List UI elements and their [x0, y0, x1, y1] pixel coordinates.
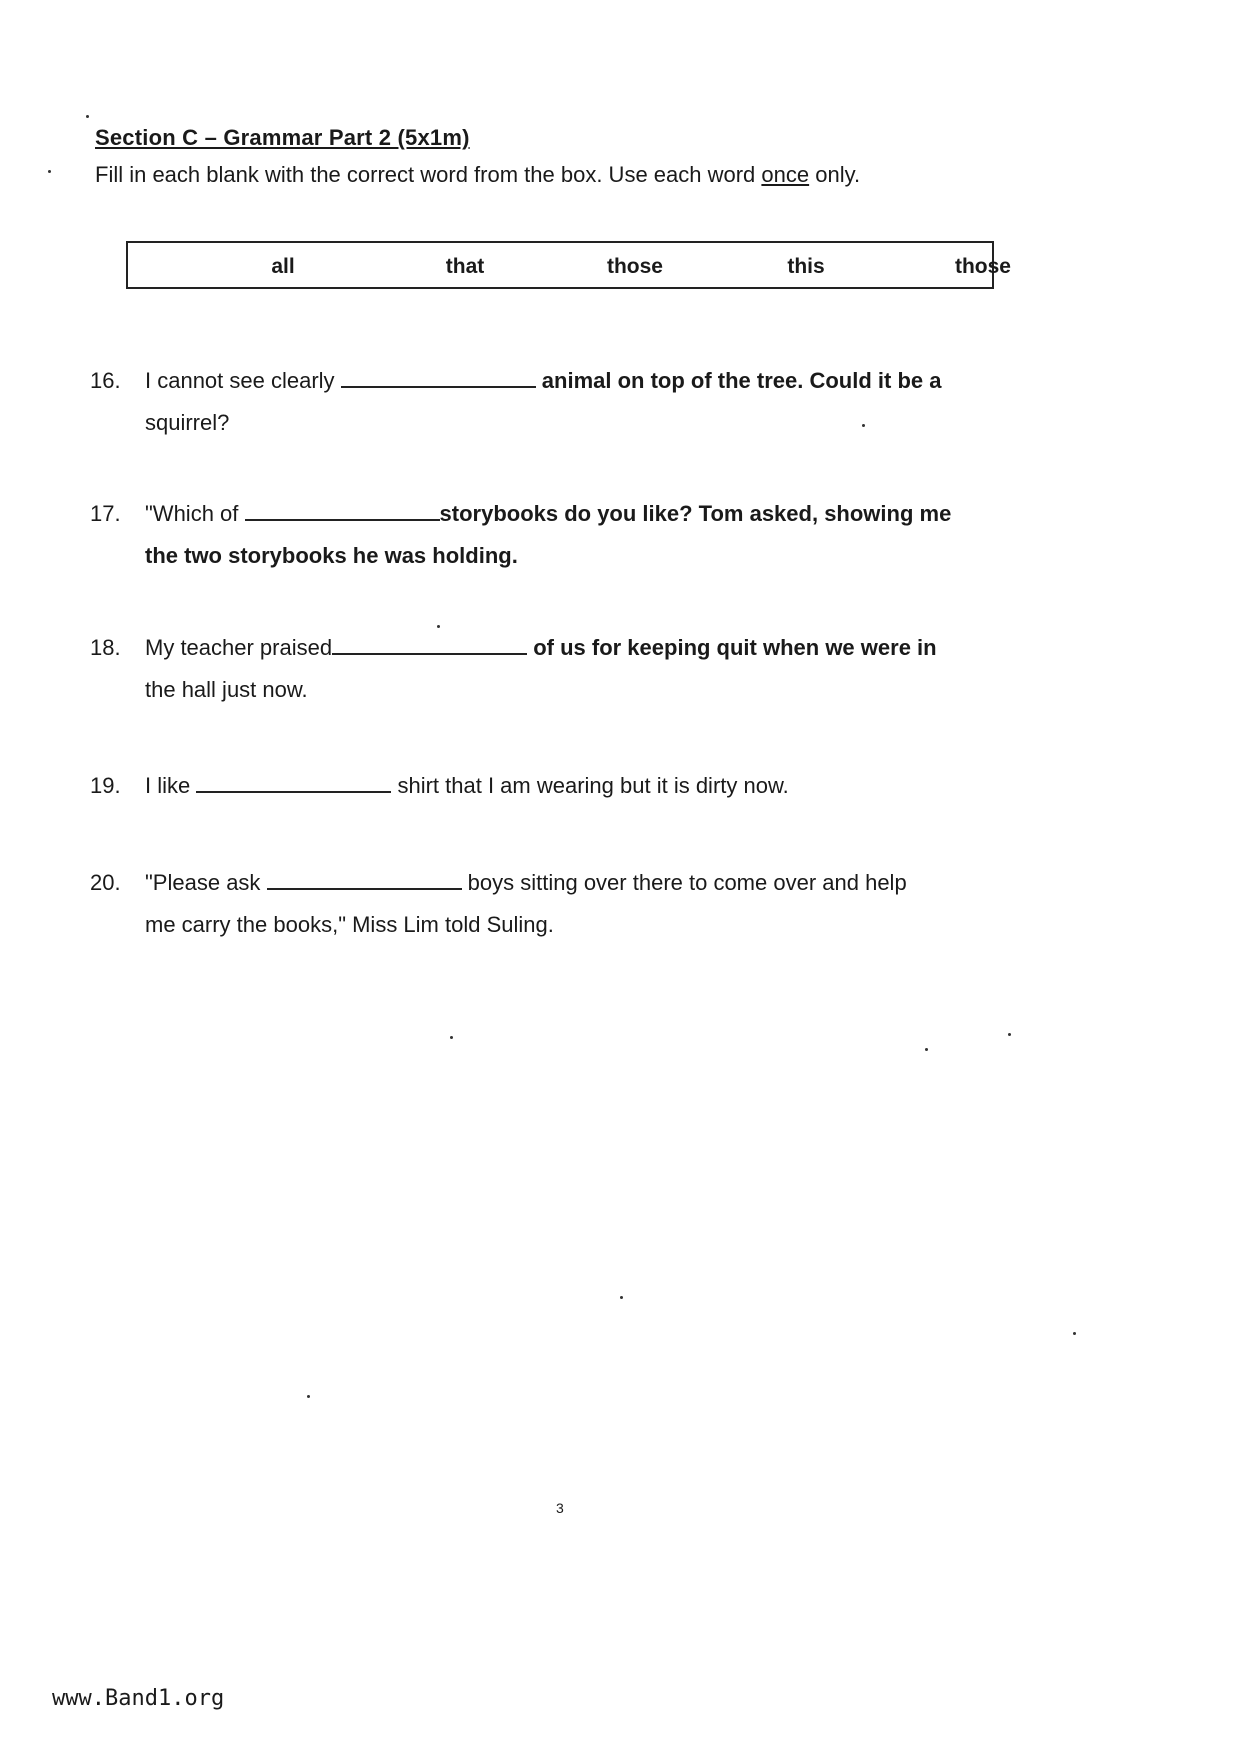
question-text-before: "Which of: [145, 501, 245, 526]
page-number: 3: [556, 1500, 564, 1516]
word-box-item: this: [787, 255, 825, 278]
section-title: Section C – Grammar Part 2 (5x1m): [95, 125, 470, 150]
answer-blank[interactable]: [196, 769, 391, 793]
answer-blank[interactable]: [341, 364, 536, 388]
scan-speck: [925, 1048, 928, 1051]
question-text-before: I cannot see clearly: [145, 368, 341, 393]
question-text-after: of us for keeping quit when we were in: [527, 635, 937, 660]
scan-speck: [862, 424, 865, 427]
scan-speck: [620, 1296, 623, 1299]
scan-speck: [86, 115, 89, 118]
question-text-after: storybooks do you like? Tom asked, showing me: [439, 501, 952, 526]
word-box-item: those: [954, 255, 1011, 278]
word-box-item: all: [271, 255, 295, 278]
answer-blank[interactable]: [245, 497, 440, 521]
question-text-after: shirt that I am wearing but it is dirty now.: [391, 773, 789, 798]
scan-speck: [437, 625, 440, 628]
question-number: 19.: [90, 773, 121, 798]
question-text-line2: the hall just now.: [145, 677, 308, 702]
question-text-after: boys sitting over there to come over and help: [461, 870, 907, 895]
answer-blank[interactable]: [267, 866, 462, 890]
word-box-item: those: [606, 255, 663, 278]
question-text-line2: squirrel?: [145, 410, 230, 435]
question-text-line2: me carry the books," Miss Lim told Suling.: [145, 912, 554, 937]
question-text-before: "Please ask: [145, 870, 267, 895]
instruction-text: [95, 162, 860, 188]
instruction-after: only.: [809, 162, 861, 187]
question-text-after: animal on top of the tree. Could it be a: [535, 368, 942, 393]
scan-speck: [48, 170, 51, 173]
instruction-before: Fill in each blank with the correct word from the box. Use each word: [95, 162, 762, 187]
scan-speck: [1008, 1033, 1011, 1036]
question-number: 18.: [90, 635, 121, 660]
question-17: [90, 493, 951, 577]
question-20: [90, 862, 907, 946]
question-16: [90, 360, 941, 444]
instruction-emphasis: once: [761, 162, 810, 187]
question-text-before: My teacher praised: [145, 635, 333, 660]
question-text-before: I like: [145, 773, 197, 798]
scan-speck: [1073, 1332, 1076, 1335]
question-18: [90, 627, 937, 711]
question-text-line2: the two storybooks he was holding.: [145, 543, 518, 568]
scan-speck: [450, 1036, 453, 1039]
answer-blank[interactable]: [332, 631, 527, 655]
question-number: 20.: [90, 870, 121, 895]
word-box-item: that: [445, 255, 485, 278]
question-number: 16.: [90, 368, 121, 393]
word-box: [126, 241, 1011, 289]
scan-speck: [307, 1395, 310, 1398]
question-number: 17.: [90, 501, 121, 526]
footer-website[interactable]: www.Band1.org: [52, 1686, 225, 1711]
question-19: [90, 765, 789, 807]
